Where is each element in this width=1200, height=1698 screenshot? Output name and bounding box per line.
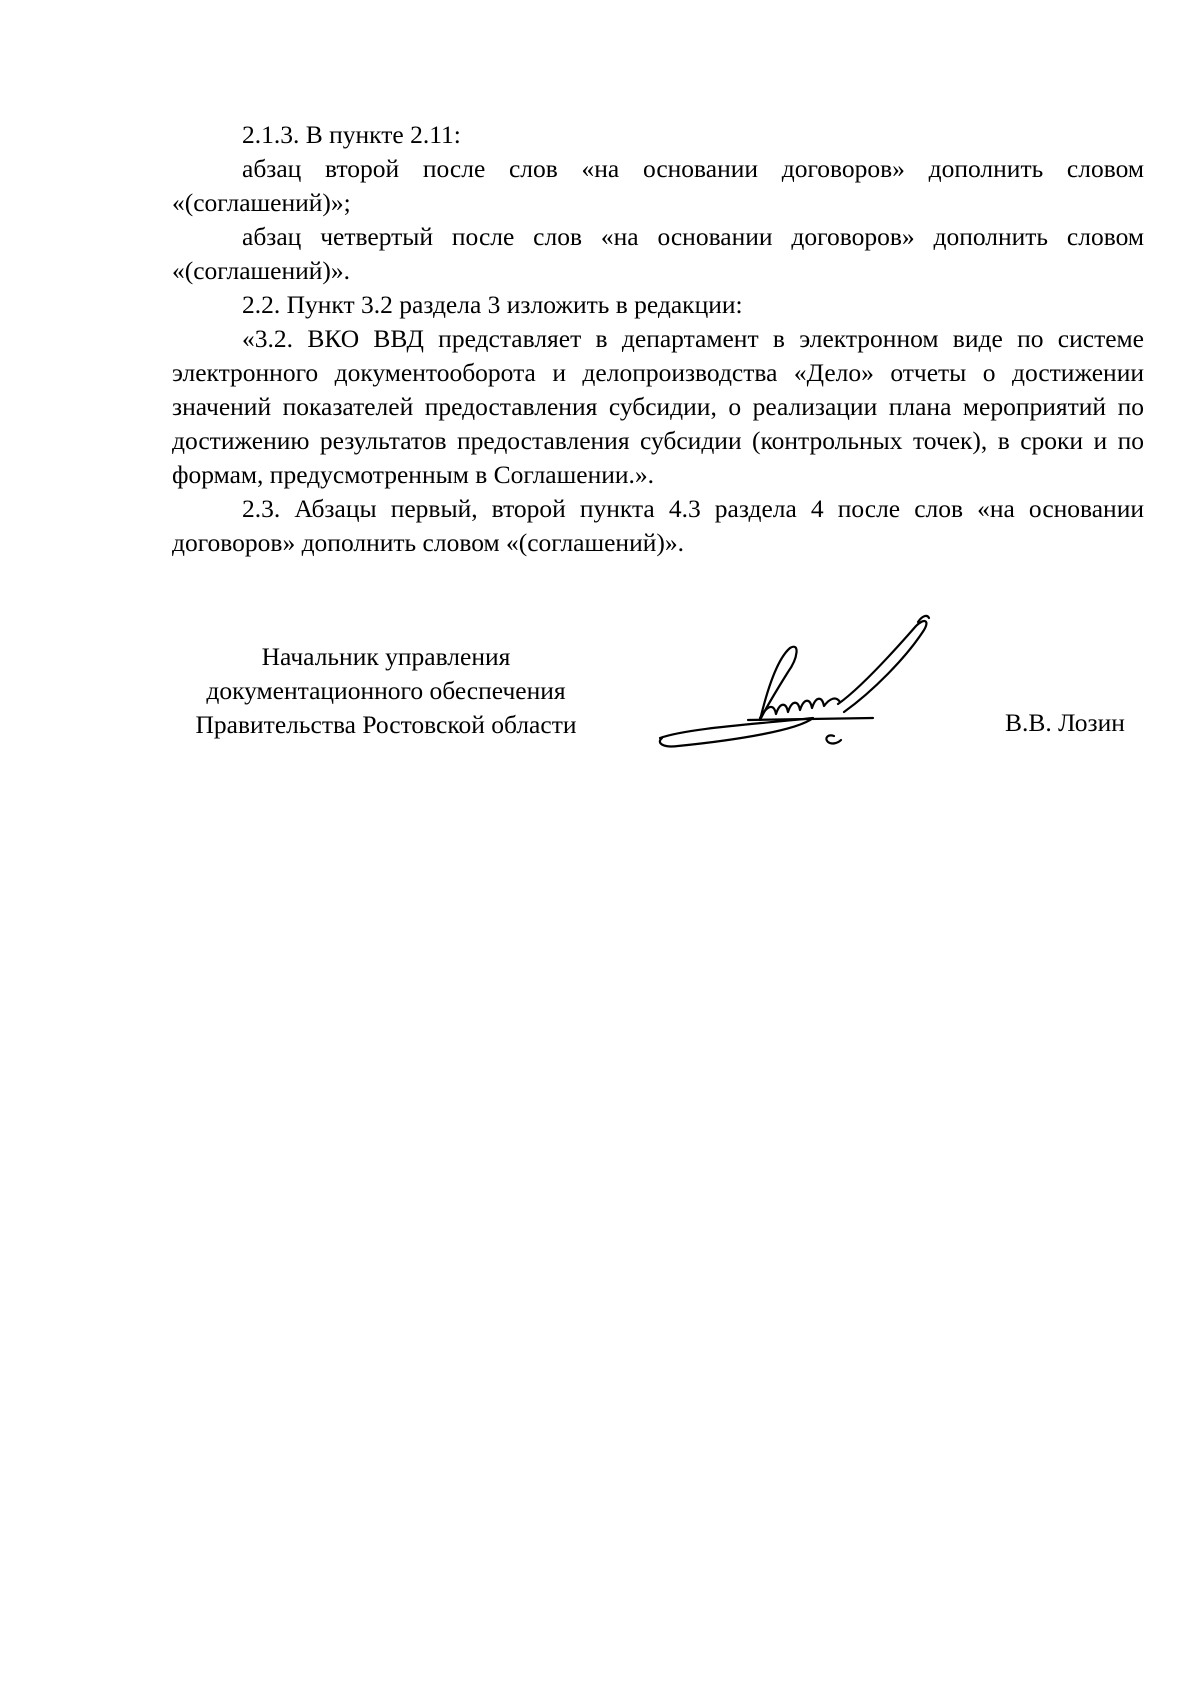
handwritten-signature	[648, 600, 988, 760]
paragraph-3-2-quote: «3.2. ВКО ВВД представляет в департамент в электронном виде по системе электронного документооборота и делопроизводства «Дело» отчеты о достижении значений показателей предоставления субсидии, о реализации плана мероприятий по достижению результатов предоставления субсидии (контрольных точек), в сроки и по формам, предусмотренным в Соглашении.».	[172, 324, 1144, 489]
paragraph-2-1-3: 2.1.3. В пункте 2.11:	[242, 120, 461, 149]
paragraph-2-3: 2.3. Абзацы первый, второй пункта 4.3 раздела 4 после слов «на основании договоров» дополнить словом «(соглашений)».	[172, 494, 1144, 557]
signer-position	[172, 640, 600, 742]
paragraph-abzac-vtoroj: абзац второй после слов «на основании договоров» дополнить словом «(соглашений)»;	[172, 154, 1144, 217]
signer-name: В.В. Лозин	[1005, 708, 1125, 737]
signer-position-line-1: Начальник управления	[261, 642, 511, 671]
signer-position-line-3: Правительства Ростовской области	[195, 710, 577, 739]
document-body	[172, 118, 1144, 560]
signer-position-line-2: документационного обеспечения	[206, 676, 566, 705]
paragraph-abzac-chetvertyj: абзац четвертый после слов «на основании договоров» дополнить словом «(соглашений)».	[172, 222, 1144, 285]
paragraph-2-2: 2.2. Пункт 3.2 раздела 3 изложить в редакции:	[242, 290, 743, 319]
